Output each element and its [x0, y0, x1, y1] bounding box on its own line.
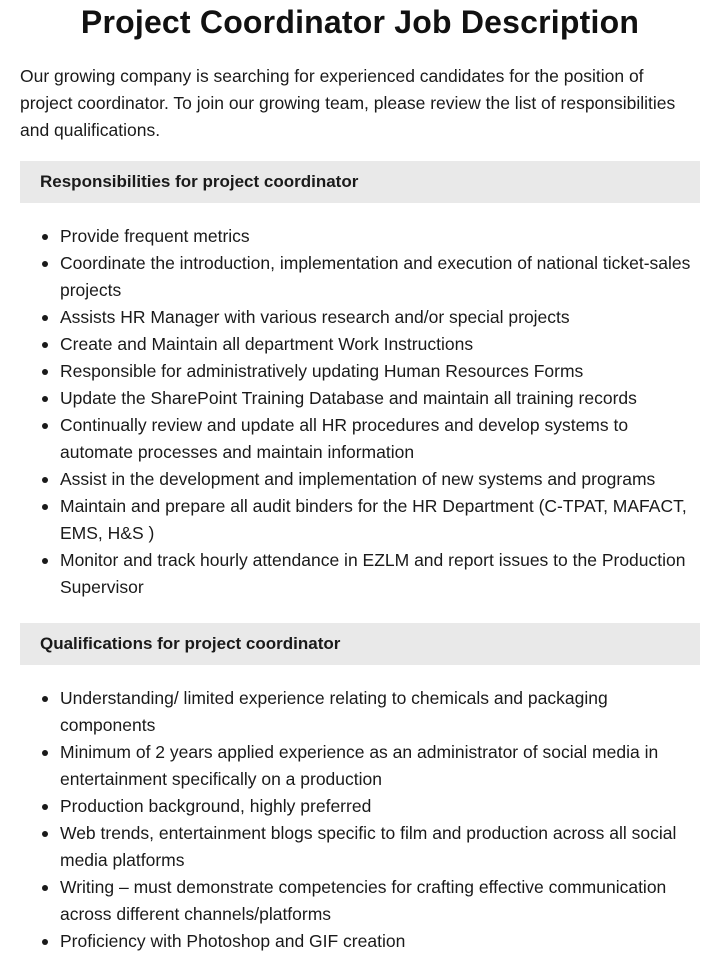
- list-item: Provide frequent metrics: [60, 223, 700, 250]
- list-item: Proficiency with Photoshop and GIF creation: [60, 928, 700, 955]
- list-item: Maintain and prepare all audit binders for the HR Department (C-TPAT, MAFACT, EMS, H&S ): [60, 493, 700, 547]
- list-item: Responsible for administratively updating Human Resources Forms: [60, 358, 700, 385]
- list-item: Continually review and update all HR procedures and develop systems to automate processes and maintain information: [60, 412, 700, 466]
- list-item: Production background, highly preferred: [60, 793, 700, 820]
- list-item: Minimum of 2 years applied experience as an administrator of social media in entertainment specifically on a production: [60, 739, 700, 793]
- list-item: Coordinate the introduction, implementation and execution of national ticket-sales projects: [60, 250, 700, 304]
- intro-paragraph: Our growing company is searching for experienced candidates for the position of project coordinator. To join our growing team, please review the list of responsibilities and qualifications.: [20, 66, 676, 140]
- responsibilities-list: [20, 223, 700, 601]
- list-item: Assists HR Manager with various research and/or special projects: [60, 304, 700, 331]
- qualifications-list: [20, 685, 700, 955]
- list-item: Create and Maintain all department Work Instructions: [60, 331, 700, 358]
- list-item: Understanding/ limited experience relating to chemicals and packaging components: [60, 685, 700, 739]
- list-item: Assist in the development and implementation of new systems and programs: [60, 466, 700, 493]
- list-item: Writing – must demonstrate competencies for crafting effective communication across different channels/platforms: [60, 874, 700, 928]
- responsibilities-heading: Responsibilities for project coordinator: [20, 161, 700, 203]
- list-item: Monitor and track hourly attendance in EZLM and report issues to the Production Supervisor: [60, 547, 700, 601]
- page-title: Project Coordinator Job Description: [80, 4, 640, 40]
- qualifications-heading: Qualifications for project coordinator: [20, 623, 700, 665]
- list-item: Web trends, entertainment blogs specific to film and production across all social media platforms: [60, 820, 700, 874]
- list-item: Update the SharePoint Training Database and maintain all training records: [60, 385, 700, 412]
